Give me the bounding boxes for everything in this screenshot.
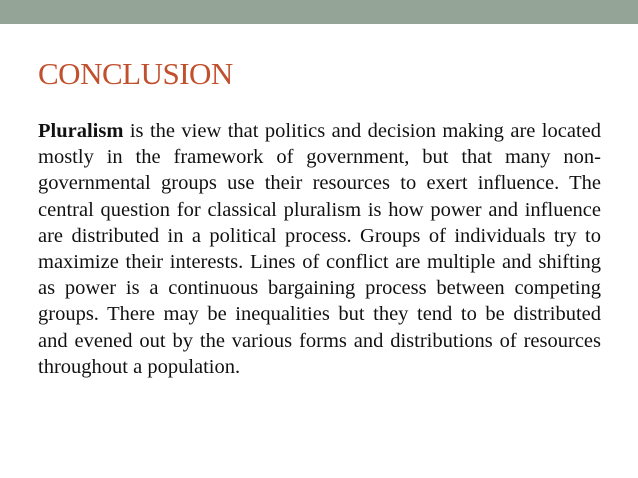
top-accent-bar: [0, 0, 638, 24]
slide-body-paragraph: [38, 118, 601, 380]
slide-title: CONCLUSION: [38, 56, 233, 91]
key-term: Pluralism: [38, 120, 124, 142]
body-text: is the view that politics and decision making are located mostly in the framework of government, but that many non-governmental groups use their resources to exert influence. The central question for classical pluralism is how power and influence are distributed in a political process. Groups of individuals try to maximize their interests. Lines of conflict are multiple and shifting as power is a continuous bargaining process between competing groups. There may be inequalities but they tend to be distributed and evened out by the various forms and distributions of resources throughout a population.: [38, 120, 601, 378]
